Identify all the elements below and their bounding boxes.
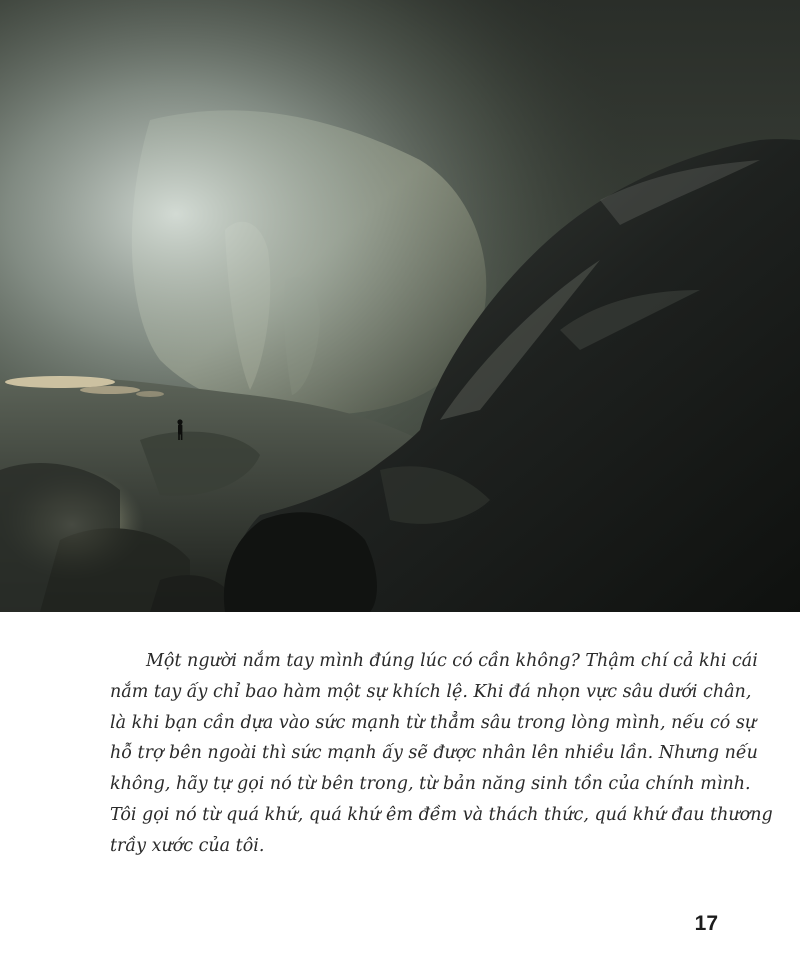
paragraph — [110, 646, 773, 862]
text-line: Tôi gọi nó từ quá khứ, quá khứ êm đềm và thách thức, quá khứ đau thương — [110, 804, 773, 825]
body-text — [110, 646, 773, 862]
text-line: hỗ trợ bên ngoài thì sức mạnh ấy sẽ được nhân lên nhiều lần. Nhưng nếu — [110, 743, 758, 764]
text-line: không, hãy tự gọi nó từ bên trong, từ bản năng sinh tồn của chính mình. — [110, 774, 751, 795]
text-line: là khi bạn cần dựa vào sức mạnh từ thẳm sâu trong lòng mình, nếu có sự — [110, 712, 757, 733]
text-line: trầy xước của tôi. — [110, 835, 265, 856]
text-line: nắm tay ấy chỉ bao hàm một sự khích lệ. Khi đá nhọn vực sâu dưới chân, — [110, 681, 752, 702]
page-number: 17 — [694, 912, 718, 935]
text-line: Một người nắm tay mình đúng lúc có cần không? Thậm chí cả khi cái — [146, 651, 758, 671]
